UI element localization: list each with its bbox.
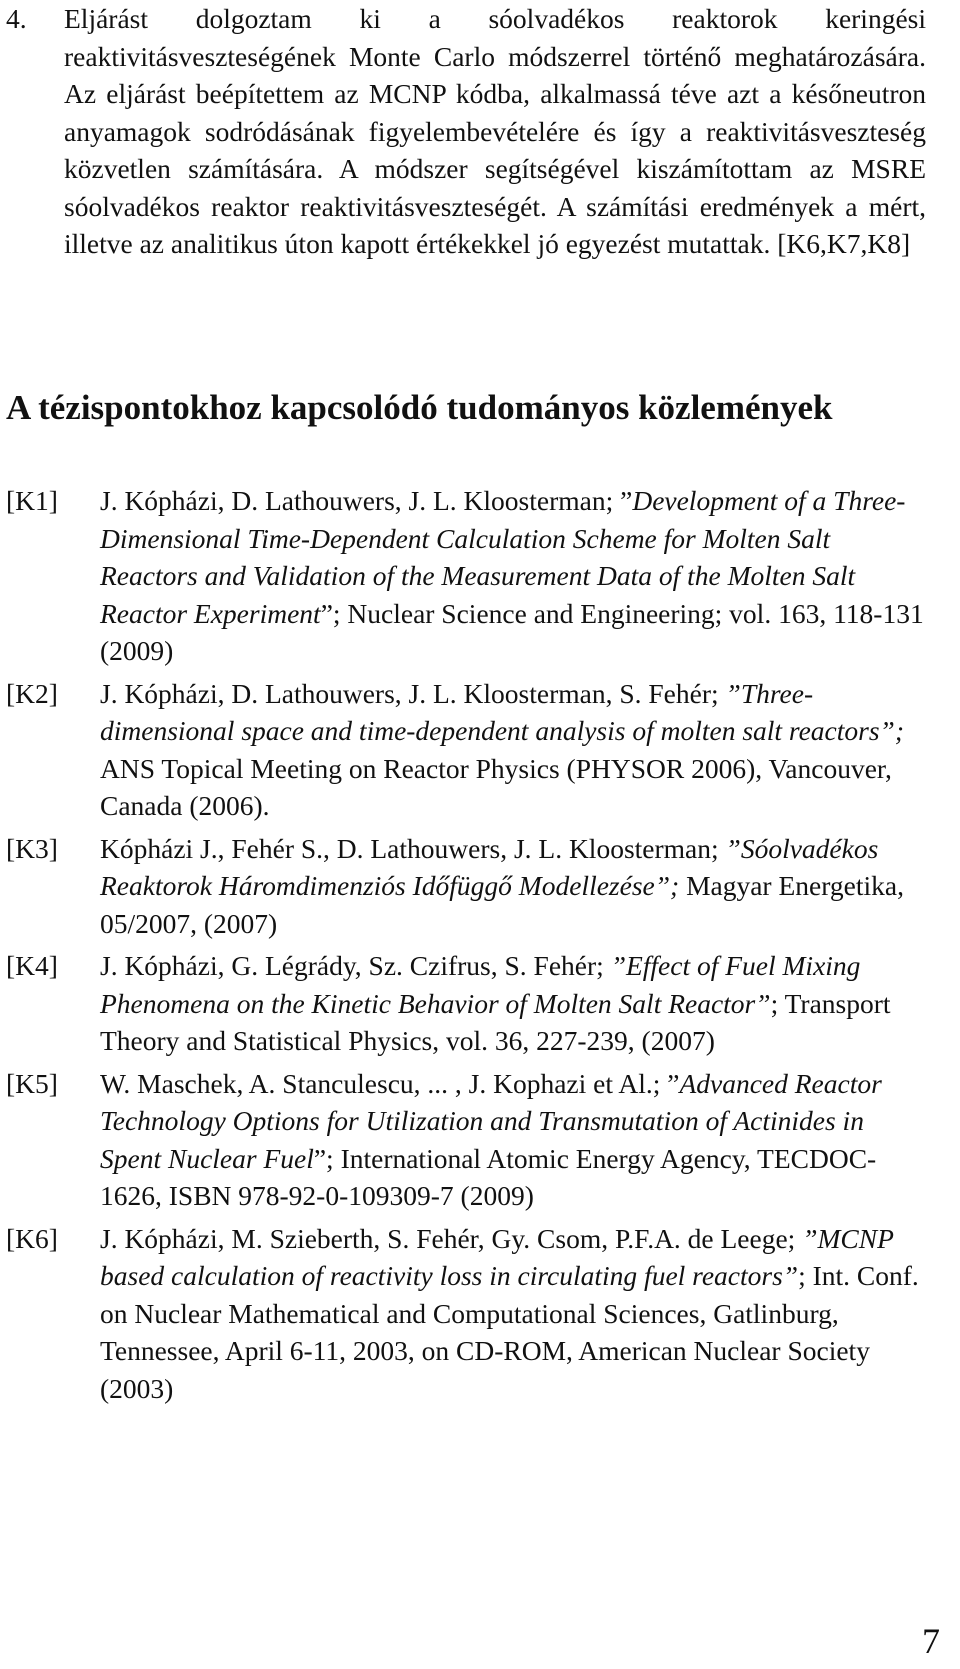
reference-authors: Kópházi J., Fehér S., D. Lathouwers, J. L. Kloosterman; xyxy=(100,832,726,864)
reference-key: [K2] xyxy=(6,677,58,709)
reference-authors: W. Maschek, A. Stanculescu, ... , J. Kophazi et Al.; ” xyxy=(100,1067,680,1099)
reference-text xyxy=(100,482,926,670)
reference-item xyxy=(6,947,926,1060)
reference-key: [K4] xyxy=(6,950,58,981)
thesis-text: Eljárást dolgoztam ki a sóolvadékos reaktorok keringési reaktivitásveszteségének Monte Carlo módszerrel történő meghatározására. Az eljárást beépítettem az MCNP kódba, alkalmassá téve azt a későneutron anyamagok sodródásának figyelembevételére és így a reaktivitásveszteség közvetlen számítására. A módszer segítségével kiszámítottam az MSRE sóolvadékos reaktor reaktivitásveszteségét. A számítási eredmények a mért, illetve az analitikus úton kapott értékekkel jó egyezést mutattak. [K6,K7,K8] xyxy=(64,3,926,259)
reference-item xyxy=(6,675,926,825)
reference-text xyxy=(100,675,926,825)
reference-item xyxy=(6,482,926,670)
reference-authors: J. Kópházi, D. Lathouwers, J. L. Kloosterman; ” xyxy=(100,485,633,516)
reference-text xyxy=(100,830,926,943)
reference-key: [K1] xyxy=(6,485,58,516)
reference-title: ”Sóolvadékos Reaktorok Háromdimenziós Időfüggő Modellezése”; xyxy=(100,832,879,901)
reference-title: ”MCNP based calculation of reactivity loss in circulating fuel reactors” xyxy=(100,1222,894,1291)
thesis-point xyxy=(6,0,926,263)
reference-title: Development of a Three-Dimensional Time-Dependent Calculation Scheme for Molten Salt Reactors and Validation of the Measurement Data of the Molten Salt Reactor Experiment xyxy=(100,485,906,629)
reference-authors: J. Kópházi, D. Lathouwers, J. L. Kloosterman, S. Fehér; xyxy=(100,677,726,709)
reference-source: ; Transport Theory and Statistical Physics, vol. 36, 227-239, (2007) xyxy=(100,987,891,1056)
reference-item xyxy=(6,830,926,943)
reference-title: ”Effect of Fuel Mixing Phenomena on the Kinetic Behavior of Molten Salt Reactor” xyxy=(100,950,861,1019)
thesis-number: 4. xyxy=(6,3,27,34)
reference-source: ”; Nuclear Science and Engineering; vol. 163, 118-131 (2009) xyxy=(100,597,924,666)
reference-source: ANS Topical Meeting on Reactor Physics (PHYSOR 2006), Vancouver, Canada (2006). xyxy=(100,752,892,821)
reference-text xyxy=(100,1065,926,1215)
reference-text xyxy=(100,1220,926,1408)
reference-source: ”; International Atomic Energy Agency, TECDOC-1626, ISBN 978-92-0-109309-7 (2009) xyxy=(100,1142,877,1211)
reference-item xyxy=(6,1065,926,1215)
page-number: 7 xyxy=(922,1621,940,1661)
reference-title: Advanced Reactor Technology Options for Utilization and Transmutation of Actinides in Spent Nuclear Fuel xyxy=(100,1067,882,1174)
reference-key: [K5] xyxy=(6,1067,58,1099)
reference-text xyxy=(100,947,926,1060)
reference-title: ”Three-dimensional space and time-dependent analysis of molten salt reactors”; xyxy=(100,677,905,746)
reference-key: [K3] xyxy=(6,832,58,864)
reference-list xyxy=(6,482,926,1412)
reference-source: Magyar Energetika, 05/2007, (2007) xyxy=(100,870,904,939)
section-heading: A tézispontokhoz kapcsolódó tudományos közlemények xyxy=(6,388,833,427)
reference-authors: J. Kópházi, G. Légrády, Sz. Czifrus, S. Fehér; xyxy=(100,950,611,981)
reference-authors: J. Kópházi, M. Szieberth, S. Fehér, Gy. Csom, P.F.A. de Leege; xyxy=(100,1222,803,1254)
reference-source: ; Int. Conf. on Nuclear Mathematical and Computational Sciences, Gatlinburg, Tennessee, April 6-11, 2003, on CD-ROM, American Nuclear Society (2003) xyxy=(100,1260,919,1404)
reference-item xyxy=(6,1220,926,1408)
reference-key: [K6] xyxy=(6,1222,58,1254)
